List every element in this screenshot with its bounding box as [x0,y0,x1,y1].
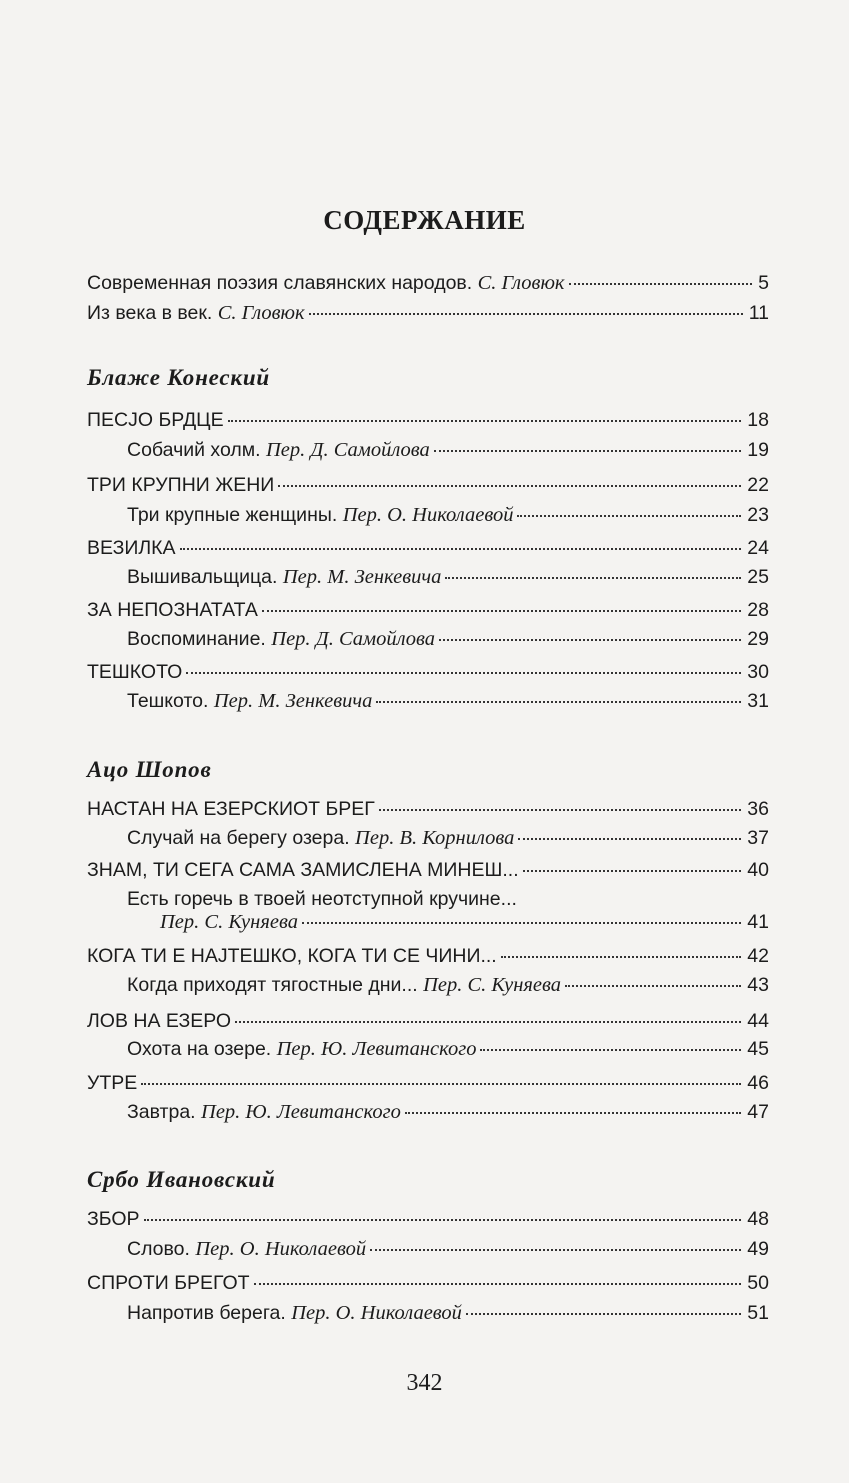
dot-leader [523,870,742,872]
dot-leader [186,672,741,674]
translation-title: Собачий холм. [127,439,261,461]
translation-title: Вышивальщица. [127,566,278,588]
toc-entry-original [87,470,769,500]
poem-title: ТЕШКОТО [87,661,183,683]
translator: Пер. С. Куняева [160,911,298,933]
toc-entry-original [87,533,769,563]
translation-title: Тешкото. [127,690,209,712]
section-author: Блаже Конеский [87,365,271,390]
dot-leader [480,1049,741,1051]
poem-title: ЗБОР [87,1208,140,1230]
translation-title: Три крупные женщины. [127,504,338,526]
page-number: 40 [747,859,769,881]
translation-title: Слово. [127,1238,190,1260]
page-number: 25 [747,566,769,588]
dot-leader [228,420,742,422]
page-number: 5 [758,272,769,294]
translation-title: Воспоминание. [127,628,266,650]
toc-entry-translation [127,1097,769,1127]
page-number: 50 [747,1272,769,1294]
dot-leader [376,701,741,703]
toc-entry-original [87,405,769,435]
page-number: 46 [747,1072,769,1094]
entry-title: Современная поэзия славянских народов. [87,272,473,294]
toc-entry-translation [127,823,769,853]
dot-leader [278,485,741,487]
dot-leader [379,809,741,811]
poem-title: УТРЕ [87,1072,138,1094]
toc-entry-translation-second-line [160,907,769,937]
toc-entry-original [87,1006,769,1036]
entry-author: С. Гловюк [477,272,565,294]
poem-title: СПРОТИ БРЕГОТ [87,1272,250,1294]
page-number: 29 [747,628,769,650]
page-number: 47 [747,1101,769,1123]
translator: Пер. О. Николаевой [342,504,514,526]
page-number: 24 [747,537,769,559]
poem-title: ВЕЗИЛКА [87,537,176,559]
section-author: Ацо Шопов [87,757,212,782]
translator: Пер. Ю. Левитанского [201,1101,401,1123]
toc-entry-original [87,855,769,885]
poem-title: НАСТАН НА ЕЗЕРСКИОТ БРЕГ [87,798,375,820]
toc-entry-original [87,794,769,824]
dot-leader [309,313,743,315]
toc-entry-translation [127,500,769,530]
dot-leader [180,548,742,550]
poem-title: КОГА ТИ Е НАЈТЕШКО, КОГА ТИ СЕ ЧИНИ... [87,945,497,967]
page-folio: 342 [406,1370,443,1396]
translation-title: Случай на берегу озера. [127,827,350,849]
dot-leader [439,639,741,641]
translator: Пер. Ю. Левитанского [276,1038,477,1060]
page-number: 36 [747,798,769,820]
section-author: Србо Ивановский [87,1167,276,1192]
dot-leader [445,577,741,579]
page-number: 42 [747,945,769,967]
page-number: 18 [747,409,769,431]
poem-title: ЗА НЕПОЗНАТАТА [87,599,258,621]
translator: Пер. О. Николаевой [291,1302,462,1324]
toc-entry-translation [127,1034,769,1064]
toc-entry [87,298,769,328]
dot-leader [370,1249,741,1251]
page-number: 44 [747,1010,769,1032]
toc-entry [87,268,769,298]
poem-title: ЗНАМ, ТИ СЕГА САМА ЗАМИСЛЕНА МИНЕШ... [87,859,519,881]
page-number: 11 [748,302,769,324]
toc-entry-translation [127,686,769,716]
dot-leader [466,1313,741,1315]
translator: Пер. С. Куняева [423,974,562,996]
translator: Пер. Д. Самойлова [271,628,436,650]
dot-leader [565,985,741,987]
poem-title: ЛОВ НА ЕЗЕРО [87,1010,232,1032]
translator: Пер. М. Зенкевича [282,566,442,588]
page-number: 41 [747,911,769,933]
page-number: 37 [747,827,769,849]
page-number: 30 [747,661,769,683]
page-number: 19 [747,439,769,461]
dot-leader [501,956,742,958]
page-number: 28 [747,599,769,621]
dot-leader [434,450,742,452]
translation-title: Есть горечь в твоей неотступной кручине... [127,888,517,910]
page-number: 51 [747,1302,769,1324]
toc-entry-translation [127,435,769,465]
entry-title: Из века в век. [87,302,213,324]
toc-entry-translation [127,624,769,654]
translation-title: Завтра. [127,1101,196,1123]
translator: Пер. М. Зенкевича [213,690,373,712]
translator: Пер. В. Корнилова [355,827,515,849]
dot-leader [141,1083,741,1085]
toc-entry-original [87,1204,769,1234]
page-number: 49 [747,1238,769,1260]
page-number: 48 [747,1208,769,1230]
dot-leader [302,922,741,924]
page-number: 23 [747,504,769,526]
poem-title: ПЕСЈО БРДЦЕ [87,409,224,431]
page-number: 43 [747,974,769,996]
dot-leader [144,1219,742,1221]
entry-author: С. Гловюк [217,302,305,324]
dot-leader [405,1112,741,1114]
toc-entry-original [87,1268,769,1298]
translation-title: Напротив берега. [127,1302,286,1324]
toc-entry-original [87,595,769,625]
translator: Пер. Д. Самойлова [266,439,430,461]
dot-leader [262,610,741,612]
dot-leader [569,283,753,285]
page-number: 22 [747,474,769,496]
dot-leader [517,515,741,517]
dot-leader [235,1021,741,1023]
toc-entry-translation [127,1234,769,1264]
translation-title: Охота на озере. [127,1038,272,1060]
dot-leader [518,838,741,840]
toc-entry-translation [127,970,769,1000]
page-title: СОДЕРЖАНИЕ [323,205,526,235]
toc-entry-translation [127,562,769,592]
toc-entry-original [87,941,769,971]
toc-entry-translation [127,1298,769,1328]
page-number: 45 [747,1038,769,1060]
toc-entry-original [87,657,769,687]
toc-entry-original [87,1068,769,1098]
poem-title: ТРИ КРУПНИ ЖЕНИ [87,474,275,496]
translation-title: Когда приходят тягостные дни... [127,974,418,996]
translator: Пер. О. Николаевой [195,1238,367,1260]
dot-leader [254,1283,742,1285]
page-number: 31 [747,690,769,712]
